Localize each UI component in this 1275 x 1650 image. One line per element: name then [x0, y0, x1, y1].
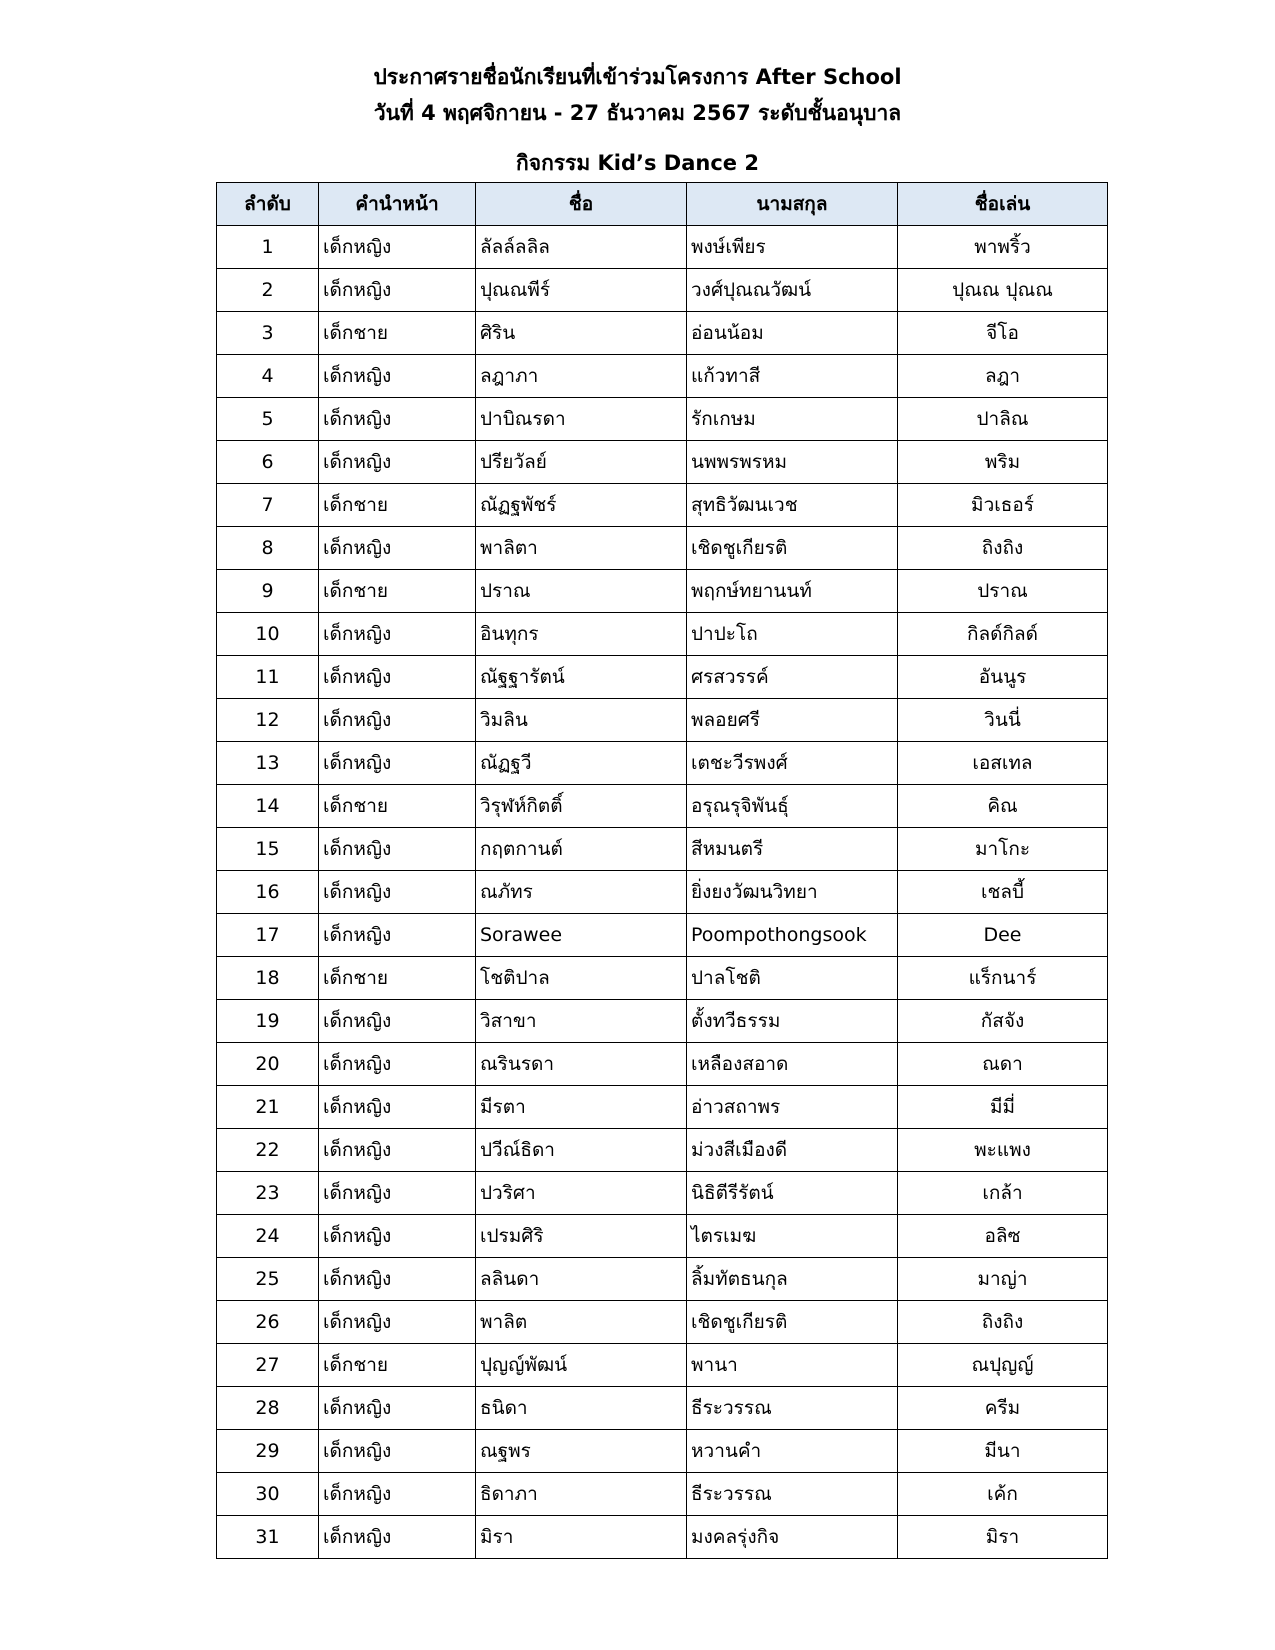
cell-prefix: เด็กหญิง	[319, 226, 476, 269]
cell-last-name: สุทธิวัฒนเวช	[687, 484, 898, 527]
table-row	[217, 613, 1108, 656]
page-title: ประกาศรายชื่อนักเรียนที่เข้าร่วมโครงการ After School	[373, 65, 902, 89]
cell-first-name: ลลินดา	[476, 1258, 687, 1301]
cell-order: 11	[217, 656, 319, 699]
table-row	[217, 398, 1108, 441]
cell-first-name: มีรตา	[476, 1086, 687, 1129]
cell-order: 24	[217, 1215, 319, 1258]
cell-last-name: Poompothongsook	[687, 914, 898, 957]
cell-prefix: เด็กหญิง	[319, 441, 476, 484]
cell-nickname: ปราณ	[898, 570, 1108, 613]
table-row	[217, 1000, 1108, 1043]
cell-nickname: อลิซ	[898, 1215, 1108, 1258]
cell-prefix: เด็กหญิง	[319, 1258, 476, 1301]
cell-prefix: เด็กหญิง	[319, 742, 476, 785]
cell-prefix: เด็กชาย	[319, 957, 476, 1000]
cell-prefix: เด็กหญิง	[319, 871, 476, 914]
cell-prefix: เด็กหญิง	[319, 355, 476, 398]
table-row	[217, 785, 1108, 828]
cell-nickname: มีนา	[898, 1430, 1108, 1473]
table-row	[217, 1516, 1108, 1559]
cell-first-name: ณัฐฐารัตน์	[476, 656, 687, 699]
cell-nickname: เกล้า	[898, 1172, 1108, 1215]
cell-nickname: มิรา	[898, 1516, 1108, 1559]
cell-nickname: ครีม	[898, 1387, 1108, 1430]
table-row	[217, 1430, 1108, 1473]
cell-nickname: Dee	[898, 914, 1108, 957]
cell-last-name: เหลืองสอาด	[687, 1043, 898, 1086]
cell-prefix: เด็กหญิง	[319, 1430, 476, 1473]
cell-nickname: ถิงถิง	[898, 527, 1108, 570]
table-row	[217, 1043, 1108, 1086]
table-row	[217, 312, 1108, 355]
cell-nickname: ลฎา	[898, 355, 1108, 398]
cell-last-name: ปาปะโถ	[687, 613, 898, 656]
cell-order: 25	[217, 1258, 319, 1301]
cell-order: 18	[217, 957, 319, 1000]
table-row	[217, 656, 1108, 699]
table-row	[217, 828, 1108, 871]
cell-first-name: กฤตกานต์	[476, 828, 687, 871]
cell-order: 7	[217, 484, 319, 527]
cell-order: 27	[217, 1344, 319, 1387]
cell-order: 1	[217, 226, 319, 269]
cell-last-name: นพพรพรหม	[687, 441, 898, 484]
cell-last-name: เชิดชูเกียรติ	[687, 1301, 898, 1344]
table-row	[217, 226, 1108, 269]
cell-nickname: เอสเทล	[898, 742, 1108, 785]
cell-prefix: เด็กหญิง	[319, 1473, 476, 1516]
cell-order: 20	[217, 1043, 319, 1086]
cell-nickname: คิณ	[898, 785, 1108, 828]
activity-title: กิจกรรม Kid’s Dance 2	[516, 151, 759, 175]
cell-prefix: เด็กหญิง	[319, 269, 476, 312]
cell-last-name: ลิ้มทัตธนกุล	[687, 1258, 898, 1301]
cell-last-name: พลอยศรี	[687, 699, 898, 742]
cell-first-name: วิรุฬห์กิตติ์	[476, 785, 687, 828]
cell-last-name: อ่อนน้อม	[687, 312, 898, 355]
cell-first-name: วิสาขา	[476, 1000, 687, 1043]
cell-first-name: ปุญญ์พัฒน์	[476, 1344, 687, 1387]
cell-order: 26	[217, 1301, 319, 1344]
header-last-name: นามสกุล	[687, 183, 898, 226]
cell-last-name: พฤกษ์ทยานนท์	[687, 570, 898, 613]
cell-last-name: สีหมนตรี	[687, 828, 898, 871]
student-roster-table	[216, 182, 1108, 1559]
cell-order: 30	[217, 1473, 319, 1516]
cell-nickname: พริม	[898, 441, 1108, 484]
cell-last-name: มงคลรุ่งกิจ	[687, 1516, 898, 1559]
cell-nickname: มาโกะ	[898, 828, 1108, 871]
cell-first-name: ศิริน	[476, 312, 687, 355]
cell-first-name: โชติปาล	[476, 957, 687, 1000]
cell-last-name: พงษ์เพียร	[687, 226, 898, 269]
cell-nickname: ปาลิณ	[898, 398, 1108, 441]
cell-last-name: ศรสวรรค์	[687, 656, 898, 699]
cell-first-name: มิรา	[476, 1516, 687, 1559]
cell-last-name: ไตรเมฆ	[687, 1215, 898, 1258]
table-row	[217, 1086, 1108, 1129]
cell-first-name: ปวีณ์ธิดา	[476, 1129, 687, 1172]
header-order: ลำดับ	[217, 183, 319, 226]
cell-last-name: อรุณรุจิพันธุ์	[687, 785, 898, 828]
cell-first-name: ปรียวัลย์	[476, 441, 687, 484]
table-row	[217, 1473, 1108, 1516]
table-row	[217, 1172, 1108, 1215]
cell-last-name: หวานคำ	[687, 1430, 898, 1473]
cell-order: 22	[217, 1129, 319, 1172]
cell-last-name: วงศ์ปุณณวัฒน์	[687, 269, 898, 312]
cell-order: 10	[217, 613, 319, 656]
cell-prefix: เด็กชาย	[319, 785, 476, 828]
table-row	[217, 957, 1108, 1000]
cell-last-name: ยิ่งยงวัฒนวิทยา	[687, 871, 898, 914]
cell-order: 17	[217, 914, 319, 957]
cell-last-name: เชิดชูเกียรติ	[687, 527, 898, 570]
cell-first-name: ณรินรดา	[476, 1043, 687, 1086]
cell-prefix: เด็กหญิง	[319, 1043, 476, 1086]
cell-nickname: วินนี่	[898, 699, 1108, 742]
cell-prefix: เด็กหญิง	[319, 699, 476, 742]
cell-prefix: เด็กหญิง	[319, 398, 476, 441]
cell-order: 3	[217, 312, 319, 355]
cell-last-name: ธีระวรรณ	[687, 1387, 898, 1430]
cell-order: 13	[217, 742, 319, 785]
cell-last-name: อ่าวสถาพร	[687, 1086, 898, 1129]
cell-first-name: เปรมศิริ	[476, 1215, 687, 1258]
cell-order: 4	[217, 355, 319, 398]
cell-prefix: เด็กหญิง	[319, 828, 476, 871]
cell-last-name: เตชะวีรพงศ์	[687, 742, 898, 785]
table-row	[217, 1258, 1108, 1301]
table-row	[217, 1129, 1108, 1172]
cell-nickname: ณปุญญ์	[898, 1344, 1108, 1387]
cell-nickname: ณดา	[898, 1043, 1108, 1086]
cell-order: 16	[217, 871, 319, 914]
cell-order: 29	[217, 1430, 319, 1473]
cell-first-name: ณัฏฐพัชร์	[476, 484, 687, 527]
table-body	[217, 226, 1108, 1559]
cell-order: 21	[217, 1086, 319, 1129]
cell-nickname: แร็กนาร์	[898, 957, 1108, 1000]
cell-order: 15	[217, 828, 319, 871]
cell-last-name: ปาลโชติ	[687, 957, 898, 1000]
table-row	[217, 1387, 1108, 1430]
header-first-name: ชื่อ	[476, 183, 687, 226]
cell-prefix: เด็กหญิง	[319, 613, 476, 656]
cell-prefix: เด็กหญิง	[319, 1387, 476, 1430]
cell-prefix: เด็กหญิง	[319, 1129, 476, 1172]
cell-order: 9	[217, 570, 319, 613]
cell-prefix: เด็กหญิง	[319, 1215, 476, 1258]
cell-last-name: ม่วงสีเมืองดี	[687, 1129, 898, 1172]
header-prefix: คำนำหน้า	[319, 183, 476, 226]
cell-nickname: มีมี่	[898, 1086, 1108, 1129]
cell-first-name: วิมลิน	[476, 699, 687, 742]
cell-order: 8	[217, 527, 319, 570]
table-row	[217, 484, 1108, 527]
cell-order: 6	[217, 441, 319, 484]
cell-nickname: เค้ก	[898, 1473, 1108, 1516]
cell-nickname: เชลบี้	[898, 871, 1108, 914]
cell-last-name: พานา	[687, 1344, 898, 1387]
table-row	[217, 570, 1108, 613]
cell-nickname: มิวเธอร์	[898, 484, 1108, 527]
cell-nickname: จีโอ	[898, 312, 1108, 355]
cell-order: 23	[217, 1172, 319, 1215]
cell-prefix: เด็กหญิง	[319, 656, 476, 699]
table-header-row	[217, 183, 1108, 226]
cell-order: 14	[217, 785, 319, 828]
cell-order: 28	[217, 1387, 319, 1430]
cell-first-name: ปราณ	[476, 570, 687, 613]
cell-first-name: Sorawee	[476, 914, 687, 957]
cell-prefix: เด็กชาย	[319, 570, 476, 613]
cell-last-name: รักเกษม	[687, 398, 898, 441]
cell-prefix: เด็กหญิง	[319, 1000, 476, 1043]
cell-first-name: พาลิต	[476, 1301, 687, 1344]
cell-first-name: ปาบิณรดา	[476, 398, 687, 441]
table-row	[217, 355, 1108, 398]
cell-nickname: ปุณณ ปุณณ	[898, 269, 1108, 312]
table-row	[217, 1215, 1108, 1258]
table-row	[217, 699, 1108, 742]
cell-first-name: ณัฏฐวี	[476, 742, 687, 785]
cell-prefix: เด็กชาย	[319, 1344, 476, 1387]
cell-nickname: พะแพง	[898, 1129, 1108, 1172]
cell-prefix: เด็กชาย	[319, 312, 476, 355]
cell-first-name: ณฐพร	[476, 1430, 687, 1473]
table-row	[217, 871, 1108, 914]
cell-first-name: ธนิดา	[476, 1387, 687, 1430]
cell-first-name: ปวริศา	[476, 1172, 687, 1215]
table-row	[217, 269, 1108, 312]
cell-last-name: นิธิตีรีรัตน์	[687, 1172, 898, 1215]
cell-order: 5	[217, 398, 319, 441]
cell-prefix: เด็กหญิง	[319, 1086, 476, 1129]
table-row	[217, 742, 1108, 785]
cell-prefix: เด็กชาย	[319, 484, 476, 527]
cell-order: 19	[217, 1000, 319, 1043]
cell-first-name: ปุณณพีร์	[476, 269, 687, 312]
cell-first-name: ธิดาภา	[476, 1473, 687, 1516]
cell-prefix: เด็กหญิง	[319, 1301, 476, 1344]
cell-last-name: แก้วทาสี	[687, 355, 898, 398]
cell-first-name: ลัลล์ลลิล	[476, 226, 687, 269]
cell-prefix: เด็กหญิง	[319, 527, 476, 570]
table-row	[217, 527, 1108, 570]
header-nickname: ชื่อเล่น	[898, 183, 1108, 226]
cell-order: 12	[217, 699, 319, 742]
cell-first-name: พาลิตา	[476, 527, 687, 570]
cell-order: 2	[217, 269, 319, 312]
cell-prefix: เด็กหญิง	[319, 1516, 476, 1559]
table-row	[217, 441, 1108, 484]
cell-first-name: ลฎาภา	[476, 355, 687, 398]
cell-nickname: กัสจัง	[898, 1000, 1108, 1043]
table-row	[217, 1344, 1108, 1387]
page-subtitle-dates: วันที่ 4 พฤศจิกายน - 27 ธันวาคม 2567 ระดับชั้นอนุบาล	[373, 101, 902, 125]
table-row	[217, 914, 1108, 957]
cell-last-name: ตั้งทวีธรรม	[687, 1000, 898, 1043]
cell-prefix: เด็กหญิง	[319, 914, 476, 957]
cell-first-name: อินทุกร	[476, 613, 687, 656]
cell-last-name: ธีระวรรณ	[687, 1473, 898, 1516]
cell-order: 31	[217, 1516, 319, 1559]
cell-nickname: อันนูร	[898, 656, 1108, 699]
cell-nickname: กิลด์กิลด์	[898, 613, 1108, 656]
cell-nickname: ถิงถิง	[898, 1301, 1108, 1344]
table-row	[217, 1301, 1108, 1344]
cell-nickname: พาพริ้ว	[898, 226, 1108, 269]
cell-prefix: เด็กหญิง	[319, 1172, 476, 1215]
cell-nickname: มาญ่า	[898, 1258, 1108, 1301]
cell-first-name: ณภัทร	[476, 871, 687, 914]
